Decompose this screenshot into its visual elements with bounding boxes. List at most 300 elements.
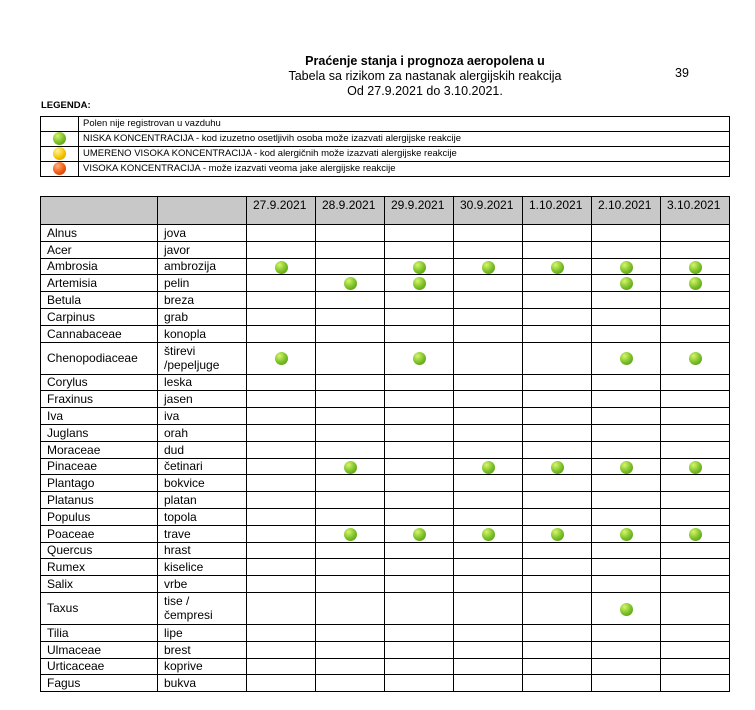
- level-cell: [316, 424, 385, 441]
- date-header: 30.9.2021: [454, 197, 523, 225]
- yellow-dot-icon: [53, 147, 66, 160]
- green-dot-icon: [344, 528, 357, 541]
- table-row: [41, 508, 730, 525]
- level-cell: [385, 325, 454, 342]
- latin-name: Betula: [41, 292, 158, 309]
- level-cell: [592, 342, 661, 374]
- level-cell: [247, 408, 316, 425]
- level-cell: [454, 241, 523, 258]
- legend-swatch: [41, 147, 79, 162]
- latin-name: Tilia: [41, 624, 158, 641]
- level-cell: [523, 292, 592, 309]
- level-cell: [247, 225, 316, 242]
- date-header: 27.9.2021: [247, 197, 316, 225]
- level-cell: [247, 576, 316, 593]
- green-dot-icon: [620, 352, 633, 365]
- local-name: tise / čempresi: [158, 592, 247, 624]
- green-dot-icon: [689, 261, 702, 274]
- legend-table: [40, 116, 730, 177]
- green-dot-icon: [413, 277, 426, 290]
- level-cell: [385, 441, 454, 458]
- level-cell: [247, 441, 316, 458]
- level-cell: [385, 292, 454, 309]
- date-header: 29.9.2021: [385, 197, 454, 225]
- level-cell: [592, 424, 661, 441]
- pollen-risk-table: [40, 196, 730, 692]
- level-cell: [454, 576, 523, 593]
- level-cell: [592, 325, 661, 342]
- level-cell: [454, 225, 523, 242]
- green-dot-icon: [620, 603, 633, 616]
- level-cell: [523, 441, 592, 458]
- level-cell: [592, 408, 661, 425]
- green-dot-icon: [344, 277, 357, 290]
- green-dot-icon: [689, 528, 702, 541]
- table-row: [41, 675, 730, 692]
- level-cell: [454, 641, 523, 658]
- level-cell: [316, 658, 385, 675]
- level-cell: [523, 225, 592, 242]
- level-cell: [592, 542, 661, 559]
- level-cell: [661, 275, 730, 292]
- green-dot-icon: [689, 352, 702, 365]
- level-cell: [385, 508, 454, 525]
- green-dot-icon: [620, 528, 633, 541]
- level-cell: [454, 624, 523, 641]
- level-cell: [385, 275, 454, 292]
- level-cell: [247, 592, 316, 624]
- local-name: konopla: [158, 325, 247, 342]
- level-cell: [385, 342, 454, 374]
- document-period: Od 27.9.2021 do 3.10.2021.: [347, 84, 503, 98]
- date-header: 3.10.2021: [661, 197, 730, 225]
- level-cell: [592, 559, 661, 576]
- latin-name: Iva: [41, 408, 158, 425]
- latin-name: Populus: [41, 508, 158, 525]
- legend-text: NISKA KONCENTRACIJA - kod izuzetno osetljivih osoba može izazvati alergijske reakcije: [79, 132, 730, 147]
- level-cell: [454, 258, 523, 275]
- level-cell: [592, 308, 661, 325]
- level-cell: [661, 391, 730, 408]
- local-name: iva: [158, 408, 247, 425]
- level-cell: [661, 325, 730, 342]
- local-name: brest: [158, 641, 247, 658]
- level-cell: [247, 275, 316, 292]
- green-dot-icon: [413, 352, 426, 365]
- document-subtitle: Tabela sa rizikom za nastanak alergijskih reakcija: [288, 69, 562, 83]
- table-row: [41, 658, 730, 675]
- local-name: vrbe: [158, 576, 247, 593]
- level-cell: [247, 292, 316, 309]
- level-cell: [247, 641, 316, 658]
- level-cell: [385, 641, 454, 658]
- green-dot-icon: [689, 461, 702, 474]
- table-row: [41, 492, 730, 509]
- local-name: jova: [158, 225, 247, 242]
- level-cell: [523, 508, 592, 525]
- green-dot-icon: [413, 261, 426, 274]
- local-name: trave: [158, 525, 247, 542]
- latin-name: Salix: [41, 576, 158, 593]
- level-cell: [316, 308, 385, 325]
- level-cell: [523, 258, 592, 275]
- level-cell: [454, 325, 523, 342]
- table-row: [41, 592, 730, 624]
- level-cell: [385, 542, 454, 559]
- level-cell: [523, 624, 592, 641]
- latin-name: Plantago: [41, 475, 158, 492]
- level-cell: [385, 424, 454, 441]
- level-cell: [385, 576, 454, 593]
- level-cell: [316, 559, 385, 576]
- level-cell: [385, 225, 454, 242]
- green-dot-icon: [413, 528, 426, 541]
- local-name: jasen: [158, 391, 247, 408]
- level-cell: [454, 559, 523, 576]
- level-cell: [316, 225, 385, 242]
- level-cell: [247, 559, 316, 576]
- level-cell: [316, 458, 385, 475]
- local-name: breza: [158, 292, 247, 309]
- date-header: 1.10.2021: [523, 197, 592, 225]
- local-name: štirevi /pepeljuge: [158, 342, 247, 374]
- level-cell: [661, 225, 730, 242]
- level-cell: [661, 492, 730, 509]
- table-row: [41, 275, 730, 292]
- level-cell: [661, 559, 730, 576]
- level-cell: [454, 492, 523, 509]
- table-row: [41, 475, 730, 492]
- level-cell: [247, 542, 316, 559]
- level-cell: [592, 458, 661, 475]
- level-cell: [523, 308, 592, 325]
- local-name: pelin: [158, 275, 247, 292]
- level-cell: [661, 441, 730, 458]
- level-cell: [661, 308, 730, 325]
- level-cell: [316, 576, 385, 593]
- level-cell: [523, 458, 592, 475]
- level-cell: [592, 576, 661, 593]
- level-cell: [661, 508, 730, 525]
- level-cell: [247, 525, 316, 542]
- latin-name: Ambrosia: [41, 258, 158, 275]
- level-cell: [454, 475, 523, 492]
- level-cell: [316, 391, 385, 408]
- latin-name: Chenopodiaceae: [41, 342, 158, 374]
- level-cell: [592, 258, 661, 275]
- level-cell: [454, 408, 523, 425]
- latin-name: Acer: [41, 241, 158, 258]
- level-cell: [316, 258, 385, 275]
- level-cell: [661, 374, 730, 391]
- level-cell: [385, 559, 454, 576]
- table-row: [41, 624, 730, 641]
- level-cell: [454, 391, 523, 408]
- level-cell: [316, 441, 385, 458]
- level-cell: [661, 292, 730, 309]
- level-cell: [316, 374, 385, 391]
- table-row: [41, 576, 730, 593]
- legend-title: LEGENDA:: [41, 100, 91, 111]
- level-cell: [523, 658, 592, 675]
- table-row: [41, 441, 730, 458]
- level-cell: [523, 641, 592, 658]
- table-row: [41, 258, 730, 275]
- level-cell: [454, 308, 523, 325]
- latin-name: Fagus: [41, 675, 158, 692]
- document-header: [240, 54, 610, 99]
- level-cell: [247, 624, 316, 641]
- level-cell: [592, 508, 661, 525]
- date-header: 28.9.2021: [316, 197, 385, 225]
- table-row: [41, 374, 730, 391]
- legend-swatch: [41, 162, 79, 177]
- latin-name: Juglans: [41, 424, 158, 441]
- legend-swatch: [41, 117, 79, 132]
- level-cell: [661, 458, 730, 475]
- page-number: 39: [675, 66, 689, 80]
- level-cell: [592, 225, 661, 242]
- level-cell: [385, 624, 454, 641]
- latin-name: Artemisia: [41, 275, 158, 292]
- latin-name: Taxus: [41, 592, 158, 624]
- table-row: [41, 559, 730, 576]
- level-cell: [523, 424, 592, 441]
- latin-name: Rumex: [41, 559, 158, 576]
- level-cell: [523, 592, 592, 624]
- level-cell: [316, 292, 385, 309]
- table-row: [41, 391, 730, 408]
- level-cell: [523, 576, 592, 593]
- level-cell: [454, 342, 523, 374]
- level-cell: [316, 325, 385, 342]
- level-cell: [592, 658, 661, 675]
- local-name: javor: [158, 241, 247, 258]
- level-cell: [316, 492, 385, 509]
- local-name: orah: [158, 424, 247, 441]
- latin-name: Urticaceae: [41, 658, 158, 675]
- table-row: [41, 641, 730, 658]
- level-cell: [316, 542, 385, 559]
- local-name: kiselice: [158, 559, 247, 576]
- green-dot-icon: [275, 261, 288, 274]
- level-cell: [523, 492, 592, 509]
- table-row: [41, 525, 730, 542]
- red-dot-icon: [53, 162, 66, 175]
- latin-name: Poaceae: [41, 525, 158, 542]
- level-cell: [454, 458, 523, 475]
- level-cell: [247, 508, 316, 525]
- local-name: hrast: [158, 542, 247, 559]
- latin-name: Moraceae: [41, 441, 158, 458]
- green-dot-icon: [689, 277, 702, 290]
- level-cell: [661, 424, 730, 441]
- level-cell: [592, 641, 661, 658]
- level-cell: [592, 441, 661, 458]
- level-cell: [592, 241, 661, 258]
- level-cell: [454, 658, 523, 675]
- level-cell: [592, 391, 661, 408]
- green-dot-icon: [275, 352, 288, 365]
- legend-row: [41, 117, 730, 132]
- level-cell: [592, 525, 661, 542]
- level-cell: [385, 241, 454, 258]
- level-cell: [247, 492, 316, 509]
- green-dot-icon: [620, 261, 633, 274]
- level-cell: [385, 408, 454, 425]
- level-cell: [523, 374, 592, 391]
- level-cell: [592, 275, 661, 292]
- level-cell: [523, 559, 592, 576]
- level-cell: [661, 592, 730, 624]
- level-cell: [661, 525, 730, 542]
- level-cell: [592, 624, 661, 641]
- level-cell: [523, 525, 592, 542]
- level-cell: [592, 675, 661, 692]
- local-name: leska: [158, 374, 247, 391]
- level-cell: [592, 592, 661, 624]
- green-dot-icon: [620, 277, 633, 290]
- level-cell: [385, 592, 454, 624]
- legend-row: [41, 132, 730, 147]
- level-cell: [523, 275, 592, 292]
- level-cell: [247, 675, 316, 692]
- level-cell: [385, 492, 454, 509]
- latin-name: Quercus: [41, 542, 158, 559]
- local-name: bokvice: [158, 475, 247, 492]
- green-dot-icon: [53, 132, 66, 145]
- green-dot-icon: [551, 461, 564, 474]
- level-cell: [661, 542, 730, 559]
- local-name: četinari: [158, 458, 247, 475]
- green-dot-icon: [551, 528, 564, 541]
- level-cell: [385, 308, 454, 325]
- legend-text: Polen nije registrovan u vazduhu: [79, 117, 730, 132]
- level-cell: [454, 424, 523, 441]
- latin-name: Alnus: [41, 225, 158, 242]
- table-row: [41, 292, 730, 309]
- level-cell: [385, 475, 454, 492]
- level-cell: [592, 475, 661, 492]
- level-cell: [454, 374, 523, 391]
- table-header-row: [41, 197, 730, 225]
- document-title: Praćenje stanja i prognoza aeropolena u: [305, 54, 545, 68]
- green-dot-icon: [482, 461, 495, 474]
- level-cell: [661, 408, 730, 425]
- date-header: 2.10.2021: [592, 197, 661, 225]
- legend-row: [41, 162, 730, 177]
- level-cell: [316, 275, 385, 292]
- local-name: grab: [158, 308, 247, 325]
- level-cell: [247, 391, 316, 408]
- level-cell: [454, 592, 523, 624]
- level-cell: [247, 342, 316, 374]
- local-name: ambrozija: [158, 258, 247, 275]
- level-cell: [316, 641, 385, 658]
- level-cell: [247, 258, 316, 275]
- local-name: dud: [158, 441, 247, 458]
- level-cell: [661, 576, 730, 593]
- local-name: lipe: [158, 624, 247, 641]
- level-cell: [247, 325, 316, 342]
- level-cell: [316, 241, 385, 258]
- level-cell: [592, 374, 661, 391]
- level-cell: [454, 441, 523, 458]
- level-cell: [385, 675, 454, 692]
- table-row: [41, 308, 730, 325]
- latin-name: Pinaceae: [41, 458, 158, 475]
- green-dot-icon: [482, 261, 495, 274]
- table-row: [41, 241, 730, 258]
- table-row: [41, 458, 730, 475]
- green-dot-icon: [551, 261, 564, 274]
- latin-name: Corylus: [41, 374, 158, 391]
- level-cell: [247, 475, 316, 492]
- level-cell: [247, 308, 316, 325]
- legend-text: VISOKA KONCENTRACIJA - može izazvati veoma jake alergijske reakcije: [79, 162, 730, 177]
- level-cell: [454, 508, 523, 525]
- green-dot-icon: [344, 461, 357, 474]
- level-cell: [661, 675, 730, 692]
- level-cell: [247, 658, 316, 675]
- level-cell: [454, 675, 523, 692]
- level-cell: [316, 675, 385, 692]
- green-dot-icon: [620, 461, 633, 474]
- level-cell: [454, 275, 523, 292]
- table-row: [41, 342, 730, 374]
- level-cell: [454, 542, 523, 559]
- level-cell: [316, 624, 385, 641]
- level-cell: [523, 408, 592, 425]
- level-cell: [661, 475, 730, 492]
- legend-text: UMERENO VISOKA KONCENTRACIJA - kod alergičnih može izazvati alergijske reakcije: [79, 147, 730, 162]
- level-cell: [523, 342, 592, 374]
- level-cell: [247, 241, 316, 258]
- level-cell: [247, 374, 316, 391]
- level-cell: [385, 258, 454, 275]
- level-cell: [592, 492, 661, 509]
- level-cell: [316, 592, 385, 624]
- level-cell: [385, 458, 454, 475]
- level-cell: [523, 325, 592, 342]
- local-name: topola: [158, 508, 247, 525]
- level-cell: [661, 342, 730, 374]
- latin-name: Platanus: [41, 492, 158, 509]
- level-cell: [661, 658, 730, 675]
- level-cell: [523, 542, 592, 559]
- table-row: [41, 424, 730, 441]
- table-row: [41, 408, 730, 425]
- legend-row: [41, 147, 730, 162]
- level-cell: [316, 525, 385, 542]
- level-cell: [523, 391, 592, 408]
- local-name: bukva: [158, 675, 247, 692]
- latin-name: Cannabaceae: [41, 325, 158, 342]
- table-row: [41, 225, 730, 242]
- table-row: [41, 325, 730, 342]
- legend-swatch: [41, 132, 79, 147]
- level-cell: [661, 241, 730, 258]
- latin-name: Ulmaceae: [41, 641, 158, 658]
- level-cell: [385, 525, 454, 542]
- level-cell: [523, 241, 592, 258]
- level-cell: [661, 624, 730, 641]
- level-cell: [385, 391, 454, 408]
- table-row: [41, 542, 730, 559]
- level-cell: [661, 258, 730, 275]
- level-cell: [316, 475, 385, 492]
- level-cell: [247, 458, 316, 475]
